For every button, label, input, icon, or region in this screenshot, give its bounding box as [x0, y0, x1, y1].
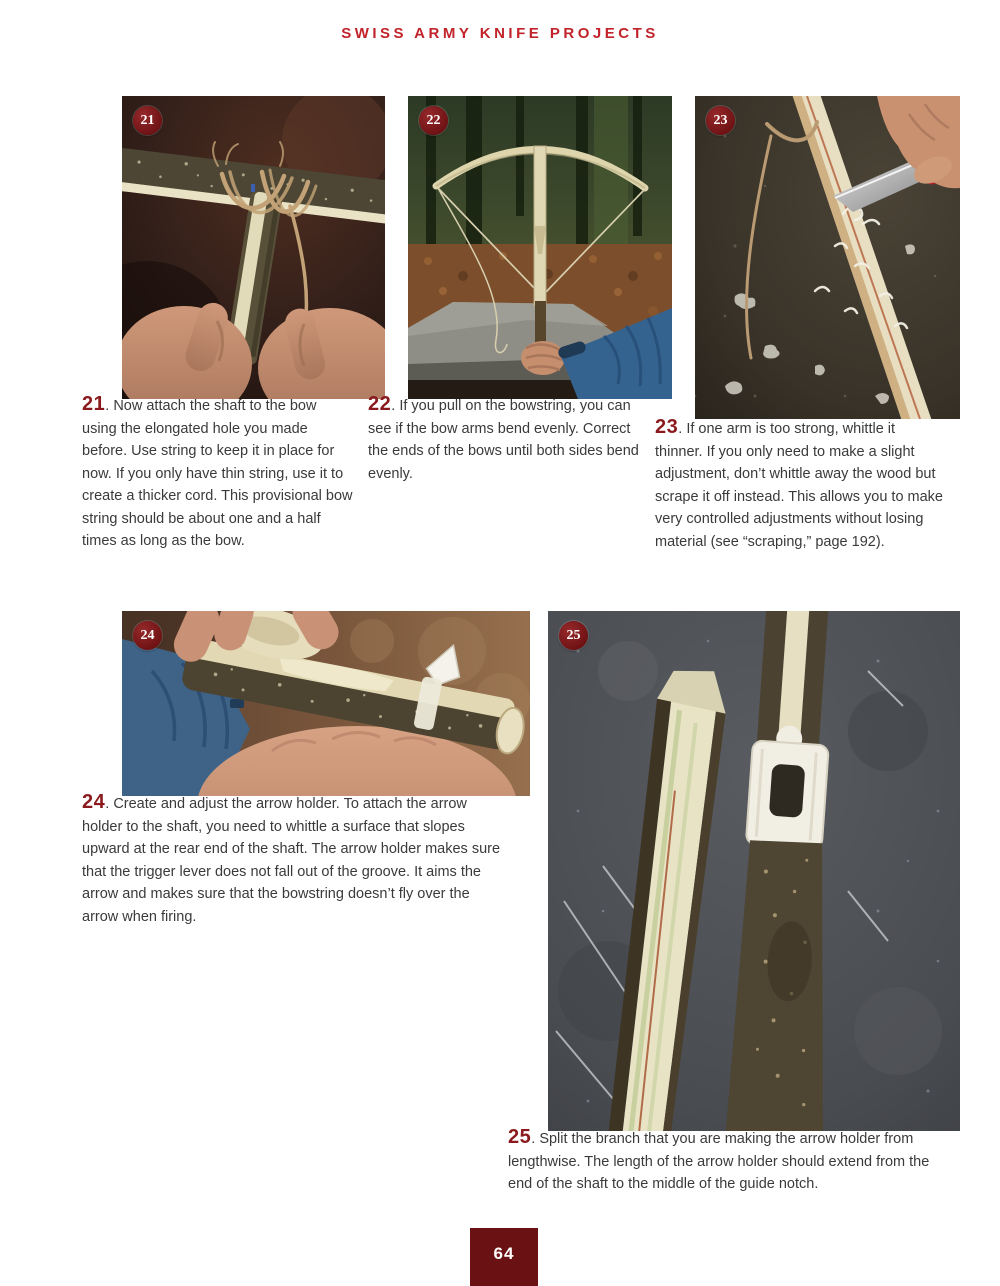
step-number-badge [419, 106, 448, 135]
caption-text: Split the branch that you are making the arrow holder from lengthwise. The length of the arrow holder should extend from the end of the shaft to the middle of the guide notch. [508, 1131, 930, 1192]
step-caption-24 [82, 791, 502, 928]
photo-23-illustration [695, 96, 960, 419]
step-caption-23 [655, 416, 943, 553]
caption-separator: . [105, 398, 114, 414]
caption-separator: . [105, 796, 114, 812]
step-photo-21 [122, 96, 385, 399]
step-number: 23 [655, 416, 679, 438]
step-number-badge [706, 106, 735, 135]
photo-24-illustration [122, 611, 530, 796]
page-number-block [470, 1228, 538, 1286]
page-number: 64 [493, 1244, 515, 1263]
step-photo-25 [548, 611, 960, 1131]
photo-25-illustration [548, 611, 960, 1131]
photo-21-illustration [122, 96, 385, 399]
step-number: 21 [82, 393, 106, 415]
caption-text: Create and adjust the arrow holder. To attach the arrow holder to the shaft, you need to whittle a surface that slopes upward at the rear end of the shaft. The arrow holder makes sure that the trigger lever does not fall out of the groove. It aims the arrow and makes sure that the bowstring doesn’t fly over the arrow when firing. [82, 796, 501, 925]
caption-text: If one arm is too strong, whittle it thinner. If you only need to make a slight adjustment, don’t whittle away the wood but scrape it off instead. This allows you to make very controlled adjustments without losing material (see “scraping,” page 192). [655, 421, 943, 550]
page-title: SWISS ARMY KNIFE PROJECTS [341, 25, 659, 42]
step-photo-24 [122, 611, 530, 796]
caption-text: If you pull on the bowstring, you can see if the bow arms bend evenly. Correct the ends of the bows until both sides bend evenly. [368, 398, 639, 482]
step-photo-23 [695, 96, 960, 419]
photo-22-illustration [408, 96, 672, 399]
badge-number: 24 [140, 627, 155, 643]
step-number-badge [133, 621, 162, 650]
step-caption-21 [82, 393, 354, 553]
caption-separator: . [678, 421, 687, 437]
step-number-badge [133, 106, 162, 135]
caption-text: Now attach the shaft to the bow using the elongated hole you made before. Use string to keep it in place for now. If you only have thin string, use it to create a thicker cord. This provisional bow string should be about one and a half times as long as the bow. [82, 398, 353, 549]
step-photo-22 [408, 96, 672, 399]
caption-separator: . [531, 1131, 540, 1147]
step-caption-22 [368, 393, 644, 485]
step-number: 24 [82, 791, 106, 813]
badge-number: 23 [713, 112, 728, 128]
caption-separator: . [391, 398, 400, 414]
badge-number: 25 [566, 627, 581, 643]
badge-number: 22 [426, 112, 441, 128]
step-number: 22 [368, 393, 392, 415]
step-number: 25 [508, 1126, 532, 1148]
step-caption-25 [508, 1126, 940, 1196]
step-number-badge [559, 621, 588, 650]
badge-number: 21 [140, 112, 155, 128]
